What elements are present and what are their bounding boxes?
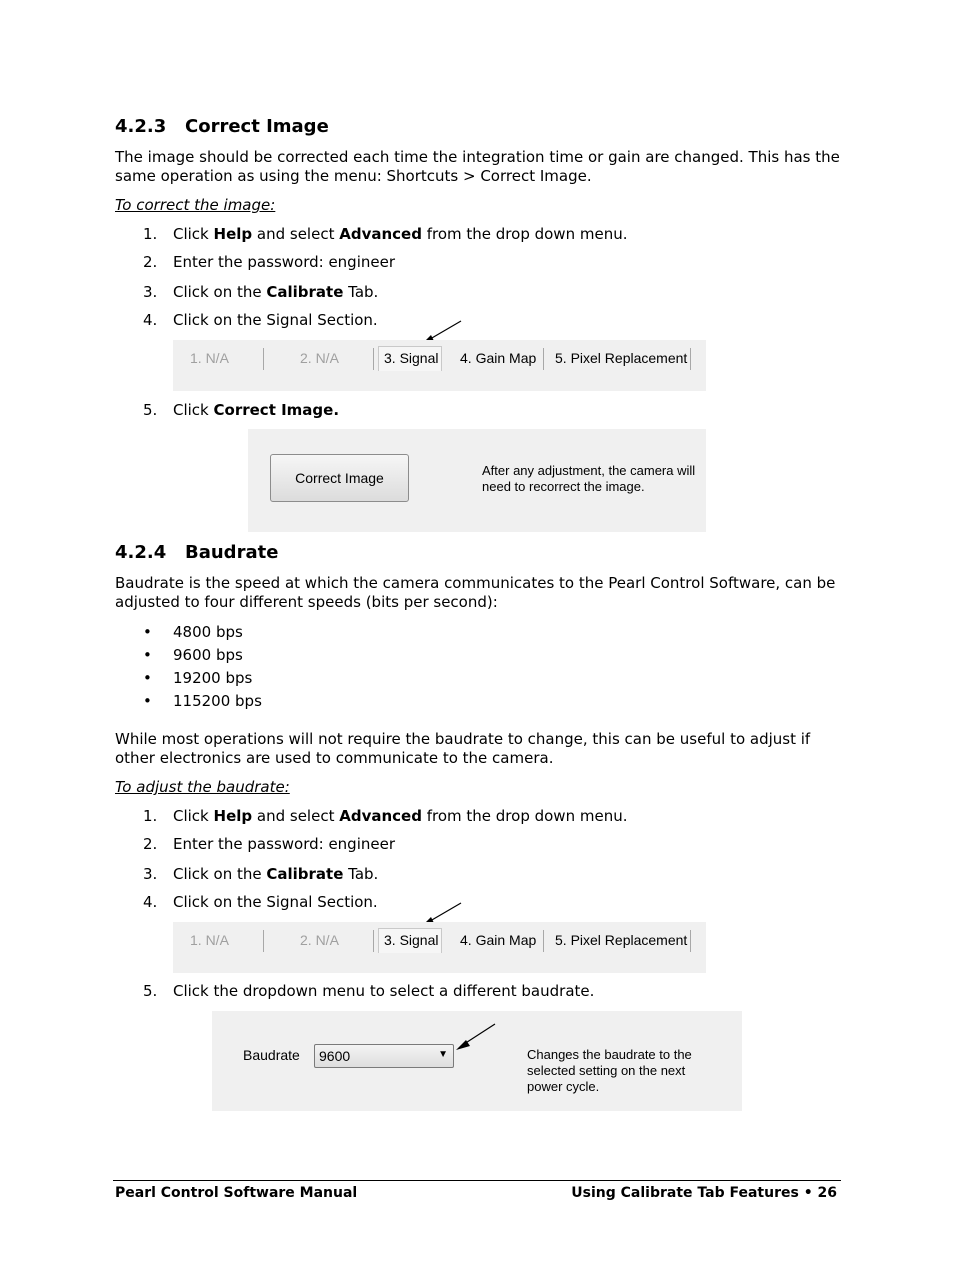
correct-image-note: After any adjustment, the camera will need to recorrect the image. xyxy=(482,463,696,494)
tab-2[interactable]: 2. N/A xyxy=(300,932,339,948)
section-number: 4.2.3 xyxy=(115,116,167,137)
footer-divider xyxy=(113,1180,841,1181)
list-item: 4. Click on the Signal Section. xyxy=(143,311,378,329)
list-item: 5. Click the dropdown menu to select a different baudrate. xyxy=(143,982,595,1000)
tab-signal[interactable]: 3. Signal xyxy=(384,932,439,948)
tab-pixel-replacement[interactable]: 5. Pixel Replacement xyxy=(555,350,688,366)
paragraph: While most operations will not require the baudrate to change, this can be useful to adjust if other electronics are used to communicate to the camera. xyxy=(115,730,811,767)
bullet-item: • 4800 bps xyxy=(143,623,243,641)
procedure-heading: To adjust the baudrate: xyxy=(115,778,290,796)
correct-image-screenshot xyxy=(248,429,706,532)
bullet-item: • 9600 bps xyxy=(143,646,243,664)
tab-1[interactable]: 1. N/A xyxy=(190,350,229,366)
tab-1[interactable]: 1. N/A xyxy=(190,932,229,948)
section-heading-baudrate xyxy=(115,542,278,563)
tab-signal[interactable]: 3. Signal xyxy=(384,350,439,366)
paragraph: Baudrate is the speed at which the camera communicates to the Pearl Control Software, can be adjusted to four different speeds (bits per second): xyxy=(115,574,836,611)
paragraph: The image should be corrected each time the integration time or gain are changed. This has the same operation as using the menu: Shortcuts > Correct Image. xyxy=(115,148,840,185)
tab-gain-map[interactable]: 4. Gain Map xyxy=(460,932,537,948)
tab-pixel-replacement[interactable]: 5. Pixel Replacement xyxy=(555,932,688,948)
bullet-item: • 115200 bps xyxy=(143,692,262,710)
bullet-item: • 19200 bps xyxy=(143,669,253,687)
baudrate-label: Baudrate xyxy=(243,1047,300,1063)
list-item: 1. Click Help and select Advanced from the drop down menu. xyxy=(143,807,628,825)
baudrate-dropdown[interactable] xyxy=(314,1044,454,1068)
footer-title: Pearl Control Software Manual xyxy=(115,1185,358,1201)
tab-gain-map[interactable]: 4. Gain Map xyxy=(460,350,537,366)
chevron-down-icon: ▼ xyxy=(438,1049,448,1060)
tab-strip-screenshot xyxy=(173,922,706,973)
list-item: 4. Click on the Signal Section. xyxy=(143,893,378,911)
list-item: 1. Click Help and select Advanced from the drop down menu. xyxy=(143,225,628,243)
section-heading-correct-image xyxy=(115,116,329,137)
list-item: 2. Enter the password: engineer xyxy=(143,835,396,853)
pointer-arrow-icon xyxy=(452,1021,500,1053)
footer-page: Using Calibrate Tab Features • 26 xyxy=(571,1185,837,1201)
procedure-heading: To correct the image: xyxy=(115,196,276,214)
list-item: 5. Click Correct Image. xyxy=(143,401,340,419)
section-title: Baudrate xyxy=(185,542,279,563)
section-title: Correct Image xyxy=(185,116,329,137)
tab-strip-screenshot xyxy=(173,340,706,391)
list-item: 2. Enter the password: engineer xyxy=(143,253,396,271)
list-item: 3. Click on the Calibrate Tab. xyxy=(143,283,379,301)
section-number: 4.2.4 xyxy=(115,542,167,563)
baudrate-note: Changes the baudrate to the selected setting on the next power cycle. xyxy=(527,1047,692,1094)
tab-2[interactable]: 2. N/A xyxy=(300,350,339,366)
baudrate-value: 9600 xyxy=(319,1048,351,1064)
correct-image-button[interactable]: Correct Image xyxy=(270,454,409,502)
list-item: 3. Click on the Calibrate Tab. xyxy=(143,865,379,883)
